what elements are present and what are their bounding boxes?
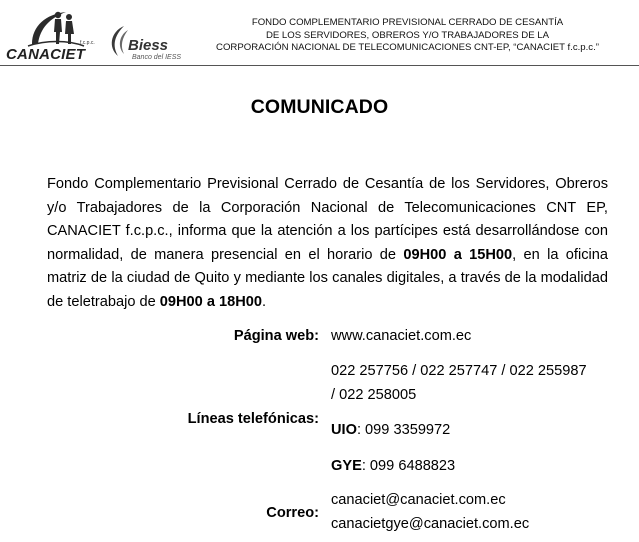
announcement-paragraph: [47, 173, 608, 315]
paragraph-text: Fondo Complementario Previsional Cerrado de Cesantía de los Servidores, Obreros y/o Trabajadores de la Corporación Nacional de Telecomunicaciones CNT EP, CANACIET f.c.p.c., informa que la atención a los partícipes está desarrollándose con normalidad, de manera presencial en el horario de: [47, 176, 608, 263]
biess-logo-text: Biess: [128, 37, 169, 54]
email-label: Correo:: [266, 505, 319, 521]
document-title: COMUNICADO: [250, 96, 389, 118]
canaciet-logo: [6, 8, 98, 64]
telework-hours: 09H00 a 18H00: [159, 293, 263, 310]
website-label: Página web:: [233, 328, 319, 344]
letterhead: [0, 0, 639, 68]
paragraph-text: , en la oficina matriz de la ciudad de Quito y mediante los canales digitales, a través de la modalidad de teletrabajo de: [47, 246, 608, 310]
uio-label: UIO: [331, 422, 357, 438]
letterhead-title-line: FONDO COMPLEMENTARIO PREVISIONAL CERRADO DE CESANTÍA: [251, 17, 564, 28]
canaciet-logo-text: CANACIET: [6, 46, 86, 63]
letterhead-title: [200, 17, 615, 55]
letterhead-title-line: CORPORACIÓN NACIONAL DE TELECOMUNICACIONES CNT-EP, “CANACIET f.c.p.c.”: [216, 42, 599, 53]
phones-label: Líneas telefónicas:: [187, 411, 319, 427]
letterhead-title-line: DE LOS SERVIDORES, OBREROS Y/O TRABAJADORES DE LA: [265, 29, 550, 41]
gye-label: GYE: [331, 458, 362, 474]
office-hours: 09H00 a 15H00: [403, 246, 513, 263]
biess-logo: [106, 24, 198, 62]
email-link[interactable]: canaciet@canaciet.com.ec: [331, 492, 506, 508]
uio-phone: [331, 419, 450, 441]
biess-logo-sub: Banco del IESS: [132, 54, 182, 61]
phone-numbers-line: / 022 258005: [331, 387, 417, 403]
gye-number: : 099 6488823: [361, 458, 456, 474]
paragraph-text: .: [262, 293, 267, 310]
canaciet-logo-sub: f.c.p.c.: [80, 40, 95, 46]
gye-phone: [331, 455, 455, 477]
phone-numbers-line: 022 257756 / 022 257747 / 022 255987: [331, 363, 587, 379]
uio-number: : 099 3359972: [356, 422, 451, 438]
email-link[interactable]: canacietgye@canaciet.com.ec: [331, 516, 530, 532]
header-divider: [0, 65, 639, 66]
website-link[interactable]: www.canaciet.com.ec: [331, 328, 472, 344]
